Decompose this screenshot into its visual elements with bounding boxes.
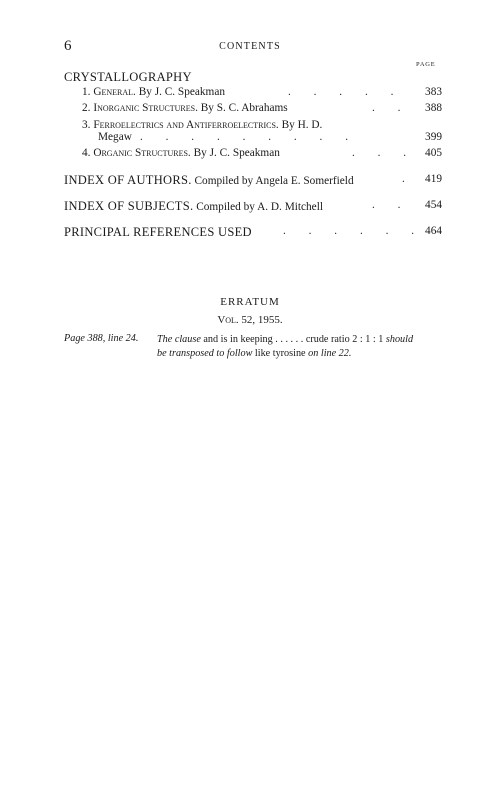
index-title: INDEX OF SUBJECTS. xyxy=(64,199,194,213)
index-compiler: Compiled by Angela E. Somerfield xyxy=(194,175,354,187)
erratum-text-italic: The clause xyxy=(157,334,201,345)
entry-number: 3. xyxy=(82,119,91,131)
erratum-title: ERRATUM xyxy=(220,296,280,308)
entry-title: Ferroelectrics and Antiferroelectrics. xyxy=(93,119,279,131)
page-ref: 388 xyxy=(425,102,442,114)
page-ref: 464 xyxy=(425,225,442,237)
toc-principal-references: PRINCIPAL REFERENCES USED xyxy=(64,225,252,239)
erratum-text-roman: and is in keeping . . . . . . crude ratio 2 : 1 : 1 xyxy=(203,334,384,345)
erratum-text-italic: be transposed to follow xyxy=(157,347,253,359)
entry-author: By H. D. xyxy=(281,119,323,131)
leader-dots: . . . . . . . . . xyxy=(140,131,359,143)
leader-dots: . . xyxy=(372,102,411,114)
toc-entry-general xyxy=(82,86,225,98)
entry-author: By J. C. Speakman xyxy=(138,86,225,98)
page-number: 6 xyxy=(64,38,72,54)
erratum-text-italic: on line 22. xyxy=(308,347,352,359)
erratum-location: Page 388, line 24. xyxy=(64,333,139,344)
entry-number: 1. xyxy=(82,86,91,98)
erratum-text-italic: should xyxy=(385,334,414,345)
toc-entry-organic xyxy=(82,147,280,159)
toc-entry-ferroelectrics xyxy=(82,119,322,131)
page-ref: 383 xyxy=(425,86,442,98)
entry-number: 4. xyxy=(82,147,91,159)
entry-continuation: Megaw xyxy=(98,131,132,143)
running-head: CONTENTS xyxy=(219,41,281,52)
erratum-text-roman: like tyrosine xyxy=(254,347,306,359)
entry-title: Inorganic Structures. xyxy=(93,102,198,114)
page-ref: 454 xyxy=(425,199,442,211)
toc-index-subjects xyxy=(64,199,323,214)
toc-entry-inorganic xyxy=(82,102,288,114)
index-title: INDEX OF AUTHORS. xyxy=(64,173,192,187)
page-ref: 405 xyxy=(425,147,442,159)
entry-title: Organic Structures. xyxy=(93,147,191,159)
leader-dots: . . xyxy=(372,199,411,211)
leader-dots: . . . xyxy=(352,147,417,159)
entry-number: 2. xyxy=(82,102,91,114)
section-heading-crystallography: CRYSTALLOGRAPHY xyxy=(64,70,192,84)
erratum-volume: Vol. 52, 1955. xyxy=(217,314,283,326)
index-compiler: Compiled by A. D. Mitchell xyxy=(196,201,323,213)
entry-author: By S. C. Abrahams xyxy=(200,102,288,114)
toc-index-authors xyxy=(64,173,354,188)
leader-dots: . . . . . xyxy=(288,86,404,98)
page-column-label: PAGE xyxy=(416,61,436,68)
page-ref: 419 xyxy=(425,173,442,185)
erratum-text xyxy=(157,333,447,360)
entry-author: By J. C. Speakman xyxy=(193,147,280,159)
page-ref: 399 xyxy=(425,131,442,143)
entry-title: General. xyxy=(93,86,136,98)
leader-dots: . xyxy=(402,173,405,185)
leader-dots: . . . . . . xyxy=(283,225,425,237)
